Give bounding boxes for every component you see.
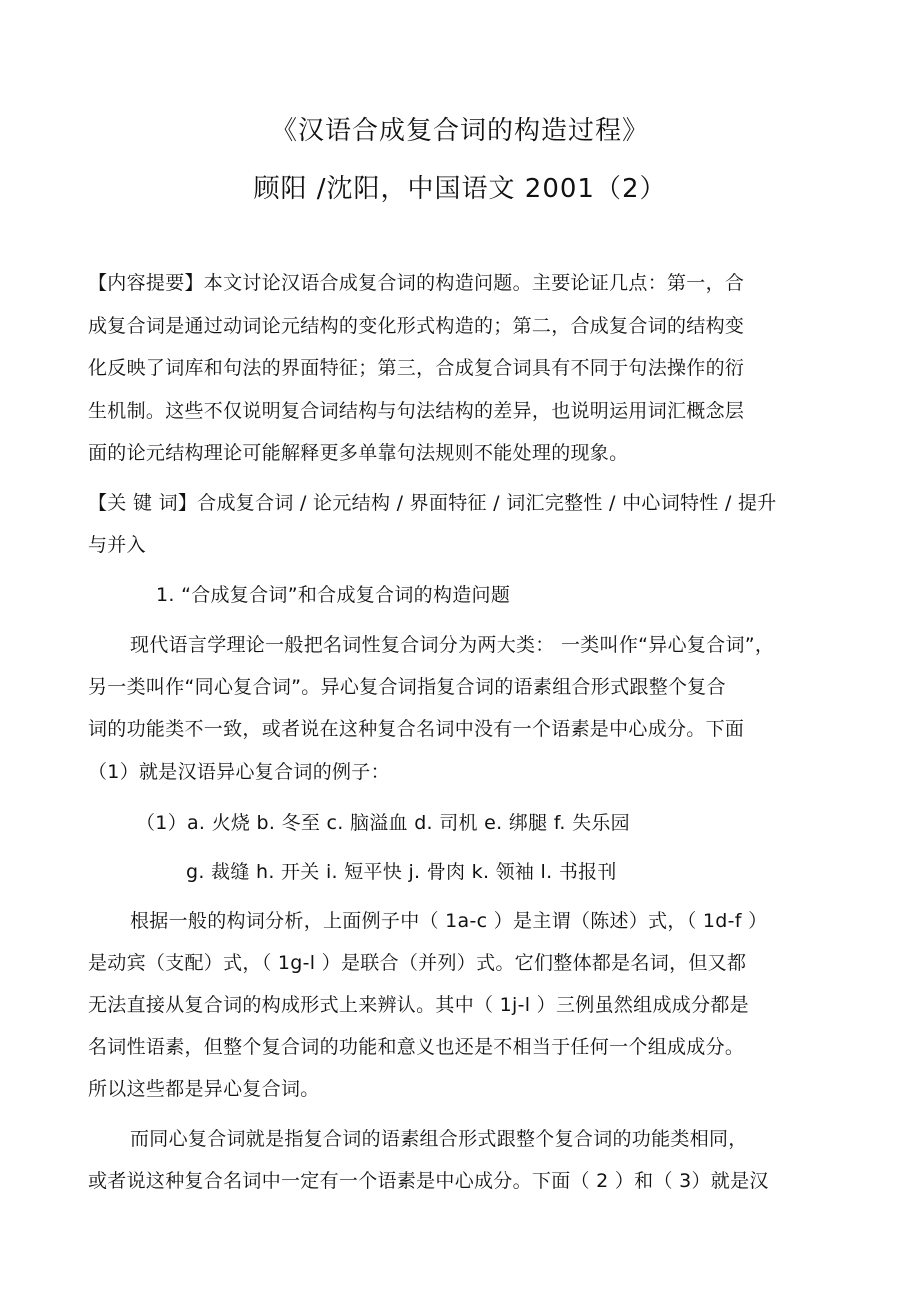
body-line: 词的功能类不一致，或者说在这种复合名词中没有一个语素是中心成分。下面 xyxy=(88,718,745,740)
document-title: 《汉语合成复合词的构造过程》 xyxy=(270,116,649,146)
body-line: 是动宾（支配）式，（ 1g-l ）是联合（并列）式。它们整体都是名词，但又都 xyxy=(88,952,747,974)
abstract-line: 【内容提要】本文讨论汉语合成复合词的构造问题。主要论证几点：第一，合 xyxy=(88,272,745,294)
body-line: 无法直接从复合词的构成形式上来辨认。其中（ 1j-l ）三例虽然组成成分都是 xyxy=(88,994,749,1016)
abstract-line: 成复合词是通过动词论元结构的变化形式构造的；第二，合成复合词的结构变 xyxy=(88,315,745,337)
body-line: 另一类叫作“同心复合词”。异心复合词指复合词的语素组合形式跟整个复合 xyxy=(88,676,726,698)
keywords-line: 与并入 xyxy=(88,534,146,556)
keywords-line: 【关 键 词】合成复合词 / 论元结构 / 界面特征 / 词汇完整性 / 中心词特性 / 提升 xyxy=(88,492,777,514)
body-line: 或者说这种复合名词中一定有一个语素是中心成分。下面（ 2 ）和（ 3）就是汉 xyxy=(88,1170,769,1192)
abstract-line: 化反映了词库和句法的界面特征；第三，合成复合词具有不同于句法操作的衍 xyxy=(88,357,745,379)
abstract-line: 面的论元结构理论可能解释更多单靠句法规则不能处理的现象。 xyxy=(88,442,629,464)
section-heading: 1. “合成复合词”和合成复合词的构造问题 xyxy=(156,584,511,606)
body-line: 名词性语素，但整个复合词的功能和意义也还是不相当于任何一个组成成分。 xyxy=(88,1036,745,1058)
body-line: 根据一般的构词分析，上面例子中（ 1a-c ）是主谓（陈述）式，（ 1d-f ） xyxy=(130,910,768,932)
document-byline: 顾阳 /沈阳，中国语文 2001（2） xyxy=(253,174,667,204)
body-line: （1）就是汉语异心复合词的例子： xyxy=(88,761,390,783)
body-line: 现代语言学理论一般把名词性复合词分为两大类： 一类叫作“异心复合词”， xyxy=(130,634,775,656)
example-line: （1）a. 火烧 b. 冬至 c. 脑溢血 d. 司机 e. 绑腿 f. 失乐园 xyxy=(136,812,630,834)
example-line: g. 裁缝 h. 开关 i. 短平快 j. 骨肉 k. 领袖 l. 书报刊 xyxy=(186,861,617,883)
abstract-line: 生机制。这些不仅说明复合词结构与句法结构的差异，也说明运用词汇概念层 xyxy=(88,400,745,422)
body-line: 所以这些都是异心复合词。 xyxy=(88,1078,320,1100)
body-line: 而同心复合词就是指复合词的语素组合形式跟整个复合词的功能类相同， xyxy=(130,1128,748,1150)
